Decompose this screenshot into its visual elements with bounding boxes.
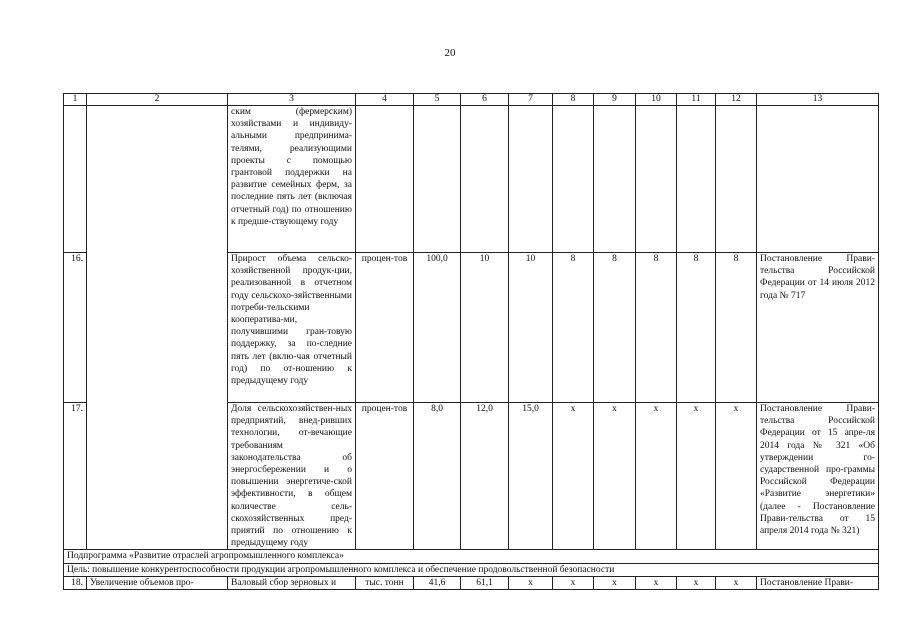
value-cell: х xyxy=(716,403,757,550)
unit-cell: процен-тов xyxy=(356,253,414,403)
unit-cell: процен-тов xyxy=(356,403,414,550)
value-cell: 8 xyxy=(677,253,716,403)
value-cell xyxy=(553,576,594,589)
row-number-cell xyxy=(64,576,87,589)
value-cell xyxy=(509,106,553,253)
value-text: х xyxy=(570,577,576,588)
col-header: 4 xyxy=(356,94,414,106)
value-cell xyxy=(716,106,757,253)
value-text: х xyxy=(733,577,739,588)
indicator-text: Валовый сбор зерновых и xyxy=(231,577,337,588)
value-text: 61,1 xyxy=(476,577,493,588)
subprogram-title: Подпрограмма «Развитие отраслей агропромышленного комплекса» xyxy=(64,550,879,563)
value-cell: 10 xyxy=(461,253,509,403)
value-cell: х xyxy=(594,403,636,550)
value-cell xyxy=(414,106,461,253)
col-header: 11 xyxy=(677,94,716,106)
value-cell: 8 xyxy=(716,253,757,403)
col-header: 7 xyxy=(509,94,553,106)
indicator-cell: ским (фермерским) хозяйствами и индивиду-альными предпринима-телями, реализующими проекты с помощью грантовой поддержки на развитие семейных ферм, за последние пять лет (включая отчетный год) по отношению к предше-ствующему году xyxy=(228,106,356,253)
indicator-cell: Прирост объема сельско-хозяйственной продук-ции, реализованной в отчетном году сельскохо-зяйственными потреби-тельскими кооператива-ми, получившими гран-товую поддержку, за по-следние пять лет (вклю-чая отчетный год) по от-ношению к предыдущему году xyxy=(228,253,356,403)
goal-text: Цель: повышение конкурентоспособности продукции агропромышленного комплекса и обеспечение продовольственной безопасности xyxy=(64,563,879,576)
value-cell: 8 xyxy=(594,253,636,403)
col-header: 10 xyxy=(636,94,677,106)
row-number-cell: 16. xyxy=(64,253,87,403)
row-number-cell: 17. xyxy=(64,403,87,550)
source-text: Постановление Прави- xyxy=(760,577,854,588)
indicator-cell: Доля сельскохозяйствен-ных предприятий, внед-ривших технологии, от-вечающие требованиям законодательства об энергосбережении и о повышении энергетиче-ской эффективности, в общем количестве сель-скохозяйственных пред-приятий по отношению к предыдущему году xyxy=(228,403,356,550)
source-cell: Постановление Прави-тельства Российской Федерации от 15 апре-ля 2014 года № 321 «Об утверждении го-сударственной про-граммы Российской Федерации «Развитие энергетики» (далее - Постановление Прави-тельства от 15 апреля 2014 года № 321) xyxy=(757,403,879,550)
value-cell xyxy=(553,106,594,253)
value-cell: 10 xyxy=(509,253,553,403)
col-header: 8 xyxy=(553,94,594,106)
value-cell xyxy=(461,576,509,589)
row-number-cell xyxy=(64,106,87,253)
value-cell: х xyxy=(553,403,594,550)
col-header: 5 xyxy=(414,94,461,106)
value-text: х xyxy=(653,577,659,588)
value-cell: 12,0 xyxy=(461,403,509,550)
indicator-cell xyxy=(228,576,356,589)
col-header: 9 xyxy=(594,94,636,106)
table-row xyxy=(64,106,879,253)
page-number: 20 xyxy=(444,47,456,59)
value-cell: х xyxy=(636,403,677,550)
value-cell xyxy=(594,576,636,589)
value-cell xyxy=(636,576,677,589)
value-cell xyxy=(509,576,553,589)
value-cell xyxy=(594,106,636,253)
value-cell: х xyxy=(677,403,716,550)
subprogram-row xyxy=(64,550,879,563)
unit-text: тыс. тонн xyxy=(365,577,404,588)
value-text: х xyxy=(528,577,533,588)
row-number-text: 18. xyxy=(71,577,83,588)
col-header: 12 xyxy=(716,94,757,106)
unit-cell xyxy=(356,106,414,253)
value-text: х xyxy=(612,577,617,588)
value-cell xyxy=(461,106,509,253)
task-cell xyxy=(87,576,228,589)
value-cell: 8 xyxy=(636,253,677,403)
value-cell: 15,0 xyxy=(509,403,553,550)
value-cell: 8,0 xyxy=(414,403,461,550)
unit-cell xyxy=(356,576,414,589)
value-cell xyxy=(677,106,716,253)
value-cell xyxy=(414,576,461,589)
value-text: 41,6 xyxy=(428,577,446,588)
indicators-table xyxy=(63,93,879,590)
table-row xyxy=(64,576,879,589)
col-header: 13 xyxy=(757,94,879,106)
col-header: 2 xyxy=(87,94,228,106)
value-cell xyxy=(636,106,677,253)
task-cell xyxy=(87,106,228,550)
value-cell xyxy=(716,576,757,589)
source-cell xyxy=(757,576,879,589)
source-cell xyxy=(757,106,879,253)
goal-row xyxy=(64,563,879,576)
col-header: 1 xyxy=(64,94,87,106)
value-text: х xyxy=(693,577,699,588)
source-cell: Постановление Прави-тельства Российской Федерации от 14 июля 2012 года № 717 xyxy=(757,253,879,403)
col-header: 3 xyxy=(228,94,356,106)
task-text: Увеличение объемов про- xyxy=(90,577,194,588)
col-header: 6 xyxy=(461,94,509,106)
column-number-row xyxy=(64,94,879,106)
value-cell: 100,0 xyxy=(414,253,461,403)
value-cell: 8 xyxy=(553,253,594,403)
value-cell xyxy=(677,576,716,589)
